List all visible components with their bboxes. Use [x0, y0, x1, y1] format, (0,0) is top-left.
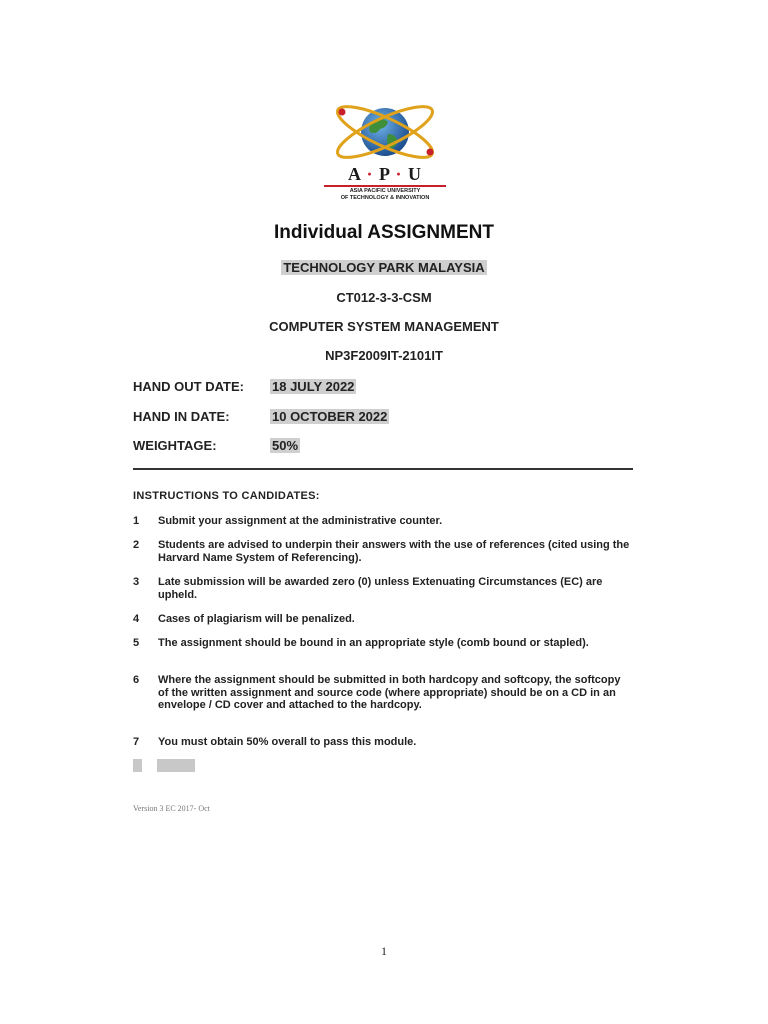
page-number: 1: [381, 944, 387, 958]
hand-out-value: 18 JULY 2022: [272, 379, 355, 394]
instruction-text: You must obtain 50% overall to pass this module.: [158, 736, 417, 748]
instruction-text: Late submission will be awarded zero (0) unless Extenuating Circumstances (EC) are upheld.: [158, 576, 603, 601]
instruction-text: Students are advised to underpin their answers with the use of references (cited using the Harvard Name System of Referencing).: [158, 539, 630, 564]
logo-subtitle: ASIA PACIFIC UNIVERSITY OF TECHNOLOGY & INNOVATION: [340, 188, 430, 201]
redacted-block: [157, 759, 195, 772]
hand-in-date-row: [133, 409, 388, 424]
instruction-text: Where the assignment should be submitted in both hardcopy and softcopy, the softcopy of the written assignment and source code (where appropriate) should be on a CD in an envelope / CD cover and attached to the hardcopy.: [158, 674, 621, 711]
instruction-text: Cases of plagiarism will be penalized.: [158, 613, 355, 625]
weightage-label: WEIGHTAGE:: [133, 438, 217, 453]
hand-in-label: HAND IN DATE:: [133, 409, 230, 424]
instruction-number: 5: [133, 637, 140, 649]
module-code: CT012-3-3-CSM: [336, 290, 432, 305]
instruction-number: 2: [133, 539, 140, 551]
module-name: COMPUTER SYSTEM MANAGEMENT: [269, 319, 499, 334]
instruction-number: 4: [133, 613, 140, 625]
instruction-number: 6: [133, 674, 140, 686]
hand-out-date-row: [133, 379, 355, 394]
instruction-text: The assignment should be bound in an appropriate style (comb bound or stapled).: [158, 637, 589, 649]
hand-in-value: 10 OCTOBER 2022: [272, 409, 388, 424]
hand-out-label: HAND OUT DATE:: [133, 379, 244, 394]
redacted-block: [133, 759, 142, 772]
campus: TECHNOLOGY PARK MALAYSIA: [283, 260, 485, 275]
campus-line: [0, 260, 768, 275]
section-divider: [133, 468, 633, 470]
instruction-number: 3: [133, 576, 140, 588]
page-title: Individual ASSIGNMENT: [274, 222, 494, 243]
globe-orbit-icon: [328, 96, 442, 166]
weightage-row: [133, 438, 299, 453]
instruction-number: 7: [133, 736, 140, 748]
weightage-value: 50%: [272, 438, 299, 453]
apu-wordmark: A · P · U: [347, 164, 423, 184]
instruction-number: 1: [133, 515, 140, 527]
apu-logo: [320, 96, 450, 202]
instruction-text: Submit your assignment at the administrative counter.: [158, 515, 443, 527]
intake-code: NP3F2009IT-2101IT: [325, 348, 443, 363]
logo-rule: [324, 185, 446, 187]
version-note: Version 3 EC 2017- Oct: [133, 804, 210, 813]
instructions-heading: INSTRUCTIONS TO CANDIDATES:: [133, 490, 320, 502]
